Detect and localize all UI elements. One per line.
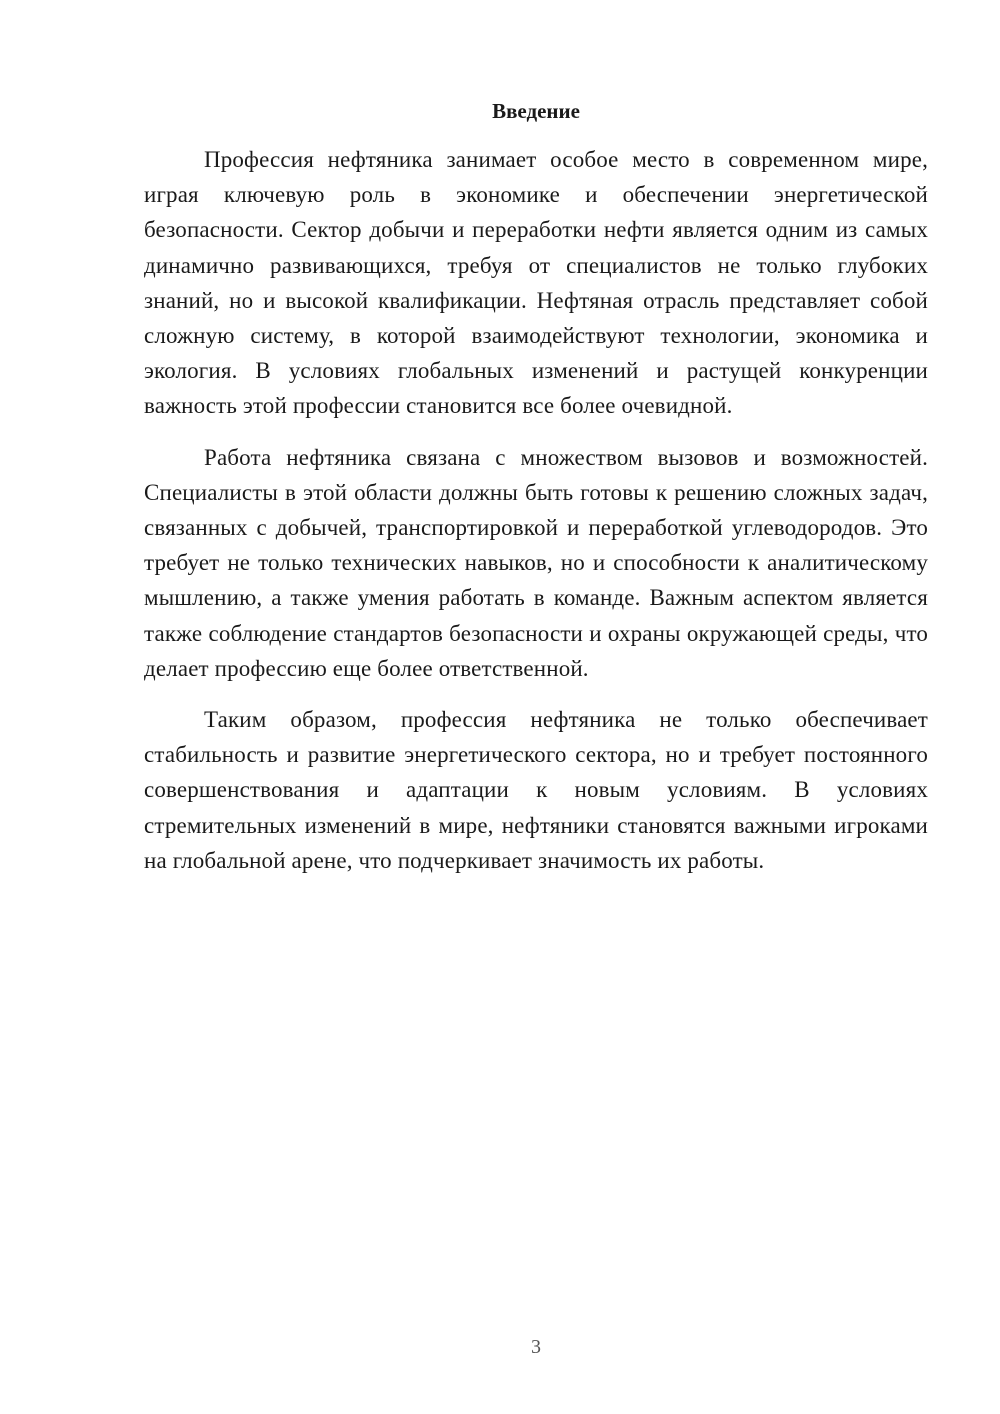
- paragraph-3: Таким образом, профессия нефтяника не только обеспечивает стабильность и развитие энергетического сектора, но и требует постоянного совершенствования и адаптации к новым условиям. В условиях стремительных изменений в мире, нефтяники становятся важными игроками на глобальной арене, что подчеркивает значимость их работы.: [144, 707, 928, 873]
- body-text: [144, 142, 928, 894]
- paragraph-1: Профессия нефтяника занимает особое место в современном мире, играя ключевую роль в экономике и обеспечении энергетической безопасности. Сектор добычи и переработки нефти является одним из самых динамично развивающихся, требуя от специалистов не только глубоких знаний, но и высокой квалификации. Нефтяная отрасль представляет собой сложную систему, в которой взаимодействуют технологии, экономика и экология. В условиях глобальных изменений и растущей конкуренции важность этой профессии становится все более очевидной.: [144, 147, 928, 419]
- paragraph-2: Работа нефтяника связана с множеством вызовов и возможностей. Специалисты в этой области должны быть готовы к решению сложных задач, связанных с добычей, транспортировкой и переработкой углеводородов. Это требует не только технических навыков, но и способности к аналитическому мышлению, а также умения работать в команде. Важным аспектом является также соблюдение стандартов безопасности и охраны окружающей среды, что делает профессию еще более ответственной.: [144, 444, 928, 681]
- page-number: 3: [531, 1336, 541, 1358]
- section-title: Введение: [492, 99, 580, 123]
